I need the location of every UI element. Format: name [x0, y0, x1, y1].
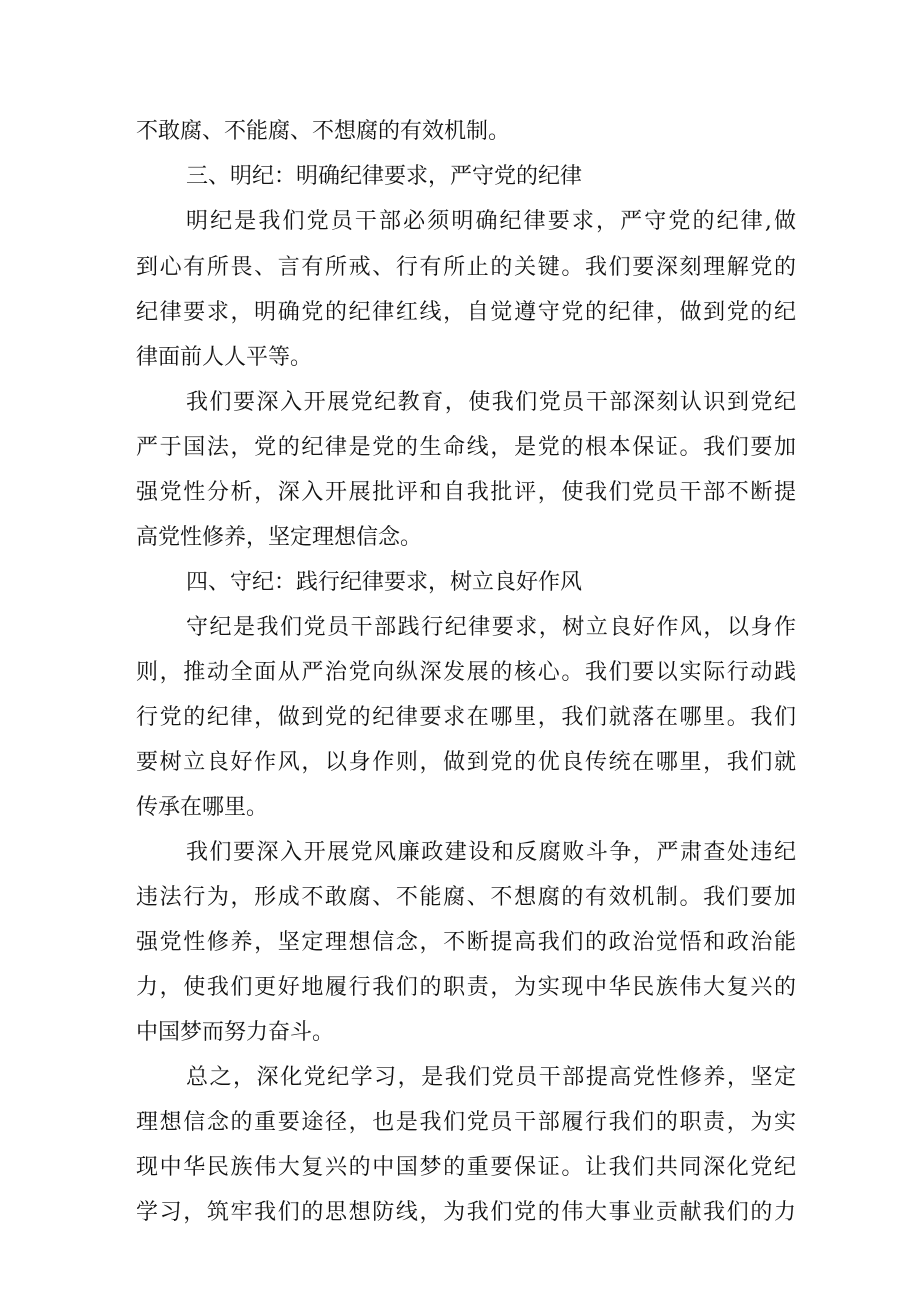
paragraph-line: 中国梦而努力奋斗。	[136, 1020, 335, 1045]
paragraph-line: 行党的纪律，做到党的纪律要求在哪里，我们就落在哪里。我们	[136, 705, 796, 730]
paragraph-line: 明纪是我们党员干部必须明确纪律要求，严守党的纪律,做	[186, 209, 796, 234]
paragraph-line: 现中华民族伟大复兴的中国梦的重要保证。让我们共同深化党纪	[136, 1155, 796, 1180]
paragraph-line: 学习，筑牢我们的思想防线，为我们党的伟大事业贡献我们的力	[136, 1200, 796, 1225]
paragraph-line: 传承在哪里。	[136, 795, 269, 820]
section-heading-4: 四、守纪：践行纪律要求，树立良好作风	[186, 570, 583, 595]
paragraph-line: 理想信念的重要途径，也是我们党员干部履行我们的职责，为实	[136, 1110, 796, 1135]
paragraph-line: 强党性修养，坚定理想信念，不断提高我们的政治觉悟和政治能	[136, 930, 796, 955]
paragraph-line: 力，使我们更好地履行我们的职责，为实现中华民族伟大复兴的	[136, 975, 796, 1000]
paragraph-line: 严于国法，党的纪律是党的生命线，是党的根本保证。我们要加	[136, 435, 796, 460]
section-heading-3: 三、明纪：明确纪律要求，严守党的纪律	[186, 164, 583, 189]
paragraph-line: 到心有所畏、言有所戒、行有所止的关键。我们要深刻理解党的	[136, 255, 796, 280]
paragraph-line: 我们要深入开展党纪教育，使我们党员干部深刻认识到党纪	[186, 390, 796, 415]
paragraph-line: 高党性修养，坚定理想信念。	[136, 525, 423, 550]
paragraph-line: 总之，深化党纪学习，是我们党员干部提高党性修养，坚定	[186, 1065, 796, 1090]
paragraph-line: 我们要深入开展党风廉政建设和反腐败斗争，严肃查处违纪	[186, 840, 796, 865]
paragraph-line: 违法行为，形成不敢腐、不能腐、不想腐的有效机制。我们要加	[136, 885, 796, 910]
paragraph-line: 强党性分析，深入开展批评和自我批评，使我们党员干部不断提	[136, 480, 796, 505]
paragraph-line: 则，推动全面从严治党向纵深发展的核心。我们要以实际行动践	[136, 660, 796, 685]
paragraph-line: 不敢腐、不能腐、不想腐的有效机制。	[136, 119, 511, 144]
paragraph-line: 要树立良好作风，以身作则，做到党的优良传统在哪里，我们就	[136, 750, 796, 775]
paragraph-line: 守纪是我们党员干部践行纪律要求，树立良好作风，以身作	[186, 615, 796, 640]
paragraph-line: 纪律要求，明确党的纪律红线，自觉遵守党的纪律，做到党的纪	[136, 300, 796, 325]
paragraph-line: 律面前人人平等。	[136, 345, 313, 370]
